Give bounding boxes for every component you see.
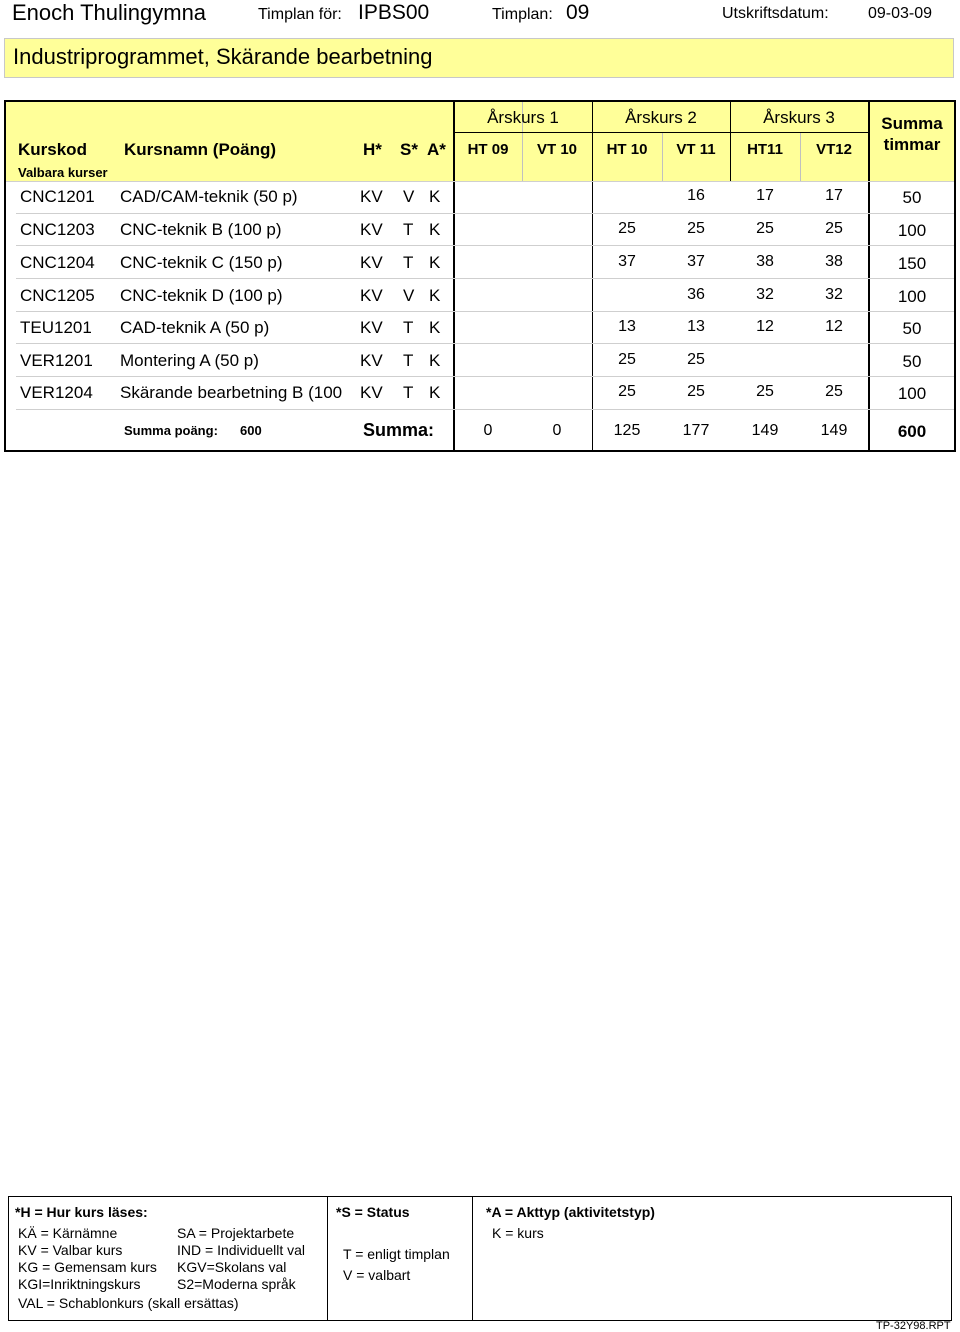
course-a: K <box>429 253 441 272</box>
term-value: 25 <box>756 220 774 237</box>
plan-for-label: Timplan för: <box>258 6 342 23</box>
col-header-s: S* <box>400 140 418 159</box>
group-label: Valbara kurser <box>18 165 108 180</box>
plan-for-value: IPBS00 <box>358 1 430 24</box>
term-value: 13 <box>687 318 705 335</box>
points-value: 600 <box>240 423 262 438</box>
col-header-a: A* <box>427 140 446 159</box>
term-value: 36 <box>687 286 705 303</box>
course-a: K <box>429 286 441 305</box>
col-header-sum-1: Summa <box>881 114 943 133</box>
legend-h-item: KV = Valbar kurs <box>18 1242 123 1258</box>
legend-s-item: V = valbart <box>343 1267 411 1283</box>
course-a: K <box>429 318 441 337</box>
course-code: CNC1201 <box>20 187 95 206</box>
course-name: CNC-teknik D (100 p) <box>120 286 283 305</box>
course-a: K <box>429 351 441 370</box>
course-name: CNC-teknik B (100 p) <box>120 220 282 239</box>
term-value: 17 <box>825 187 843 204</box>
term-value: 37 <box>687 253 705 270</box>
term-value: 25 <box>618 383 636 400</box>
col-header-name: Kursnamn (Poäng) <box>124 140 277 159</box>
term-ht11: HT11 <box>747 141 783 158</box>
legend-h-title: *H = Hur kurs läses: <box>15 1204 148 1220</box>
course-h: KV <box>360 187 383 206</box>
term-value: 16 <box>687 187 705 204</box>
legend-a-title: *A = Akttyp (aktivitetstyp) <box>486 1204 655 1220</box>
course-name: Skärande bearbetning B (100 <box>120 383 343 402</box>
course-code: TEU1201 <box>20 318 92 337</box>
course-name: CNC-teknik C (150 p) <box>120 253 283 272</box>
legend-h-item: KÄ = Kärnämne <box>18 1225 118 1241</box>
course-s: T <box>403 351 414 370</box>
row-sum: 100 <box>897 384 927 403</box>
term-value: 37 <box>618 253 636 270</box>
term-value: 38 <box>825 253 843 270</box>
term-value: 25 <box>687 351 705 368</box>
col-header-code: Kurskod <box>18 140 87 159</box>
legend-s-item: T = enligt timplan <box>343 1246 450 1262</box>
course-s: T <box>403 220 414 239</box>
term-value: 25 <box>618 351 636 368</box>
course-h: KV <box>360 383 383 402</box>
course-a: K <box>429 383 441 402</box>
term-vt11: VT 11 <box>676 141 716 158</box>
legend-h-item: S2=Moderna språk <box>177 1276 296 1292</box>
legend-h-item: VAL = Schablonkurs (skall ersättas) <box>18 1295 239 1311</box>
col-header-sum-2: timmar <box>883 135 941 154</box>
plan-value: 09 <box>566 1 590 24</box>
term-value: 17 <box>756 187 774 204</box>
row-sum: 150 <box>897 254 927 273</box>
course-name: CAD/CAM-teknik (50 p) <box>120 187 298 206</box>
term-vt12: VT12 <box>816 141 852 158</box>
course-h: KV <box>360 318 383 337</box>
term-value: 25 <box>618 220 636 237</box>
legend-box <box>8 1196 952 1321</box>
course-s: T <box>403 383 414 402</box>
legend-h-item: KG = Gemensam kurs <box>18 1259 157 1275</box>
col-header-h: H* <box>363 140 382 159</box>
row-sum: 50 <box>902 319 922 338</box>
legend-a-item: K = kurs <box>492 1225 544 1241</box>
course-s: V <box>403 286 415 305</box>
year-1-label: Årskurs 1 <box>487 108 559 127</box>
course-s: V <box>403 187 415 206</box>
course-code: CNC1204 <box>20 253 95 272</box>
term-value: 25 <box>825 383 843 400</box>
row-sum: 100 <box>897 221 927 240</box>
row-sum: 50 <box>902 352 922 371</box>
print-date-label: Utskriftsdatum: <box>722 5 829 22</box>
row-sum: 50 <box>902 188 922 207</box>
grand-total: 600 <box>897 422 927 441</box>
course-a: K <box>429 187 441 206</box>
course-code: VER1201 <box>20 351 93 370</box>
year-3-label: Årskurs 3 <box>763 108 835 127</box>
school-name: Enoch Thulingymna <box>12 0 207 25</box>
points-label: Summa poäng: <box>124 423 218 438</box>
term-value: 38 <box>756 253 774 270</box>
term-vt10: VT 10 <box>536 141 578 158</box>
term-value: 12 <box>825 318 843 335</box>
term-ht10: HT 10 <box>606 141 648 158</box>
course-h: KV <box>360 351 383 370</box>
sum-label: Summa: <box>363 420 435 440</box>
course-a: K <box>429 220 441 239</box>
term-value: 12 <box>756 318 774 335</box>
year-2-label: Årskurs 2 <box>625 108 697 127</box>
course-code: VER1204 <box>20 383 93 402</box>
legend-h-item: SA = Projektarbete <box>177 1225 295 1241</box>
term-total: 125 <box>613 422 641 439</box>
legend-h-item: IND = Individuellt val <box>177 1242 306 1258</box>
legend-h-item: KGI=Inriktningskurs <box>18 1276 141 1292</box>
course-code: CNC1203 <box>20 220 95 239</box>
term-value: 13 <box>618 318 636 335</box>
report-code: TP-32Y98.RPT <box>876 1320 951 1332</box>
course-code: CNC1205 <box>20 286 95 305</box>
course-s: T <box>403 318 414 337</box>
legend-s-title: *S = Status <box>336 1204 410 1220</box>
print-date-value: 09-03-09 <box>868 5 933 22</box>
term-total: 149 <box>751 422 779 439</box>
course-s: T <box>403 253 414 272</box>
course-h: KV <box>360 286 383 305</box>
term-total: 0 <box>552 422 562 439</box>
term-total: 0 <box>483 422 493 439</box>
legend-h-item: KGV=Skolans val <box>177 1259 287 1275</box>
term-value: 32 <box>756 286 774 303</box>
term-value: 32 <box>825 286 843 303</box>
course-table <box>4 100 956 452</box>
term-ht09: HT 09 <box>467 141 509 158</box>
term-total: 149 <box>820 422 848 439</box>
course-h: KV <box>360 253 383 272</box>
term-value: 25 <box>687 383 705 400</box>
course-name: CAD-teknik A (50 p) <box>120 318 270 337</box>
row-sum: 100 <box>897 287 927 306</box>
plan-label: Timplan: <box>492 6 553 23</box>
term-value: 25 <box>756 383 774 400</box>
program-title-bar <box>4 38 954 78</box>
course-name: Montering A (50 p) <box>120 351 259 370</box>
term-value: 25 <box>825 220 843 237</box>
term-value: 25 <box>687 220 705 237</box>
term-total: 177 <box>682 422 710 439</box>
program-title: Industriprogrammet, Skärande bearbetning <box>13 44 433 69</box>
course-h: KV <box>360 220 383 239</box>
